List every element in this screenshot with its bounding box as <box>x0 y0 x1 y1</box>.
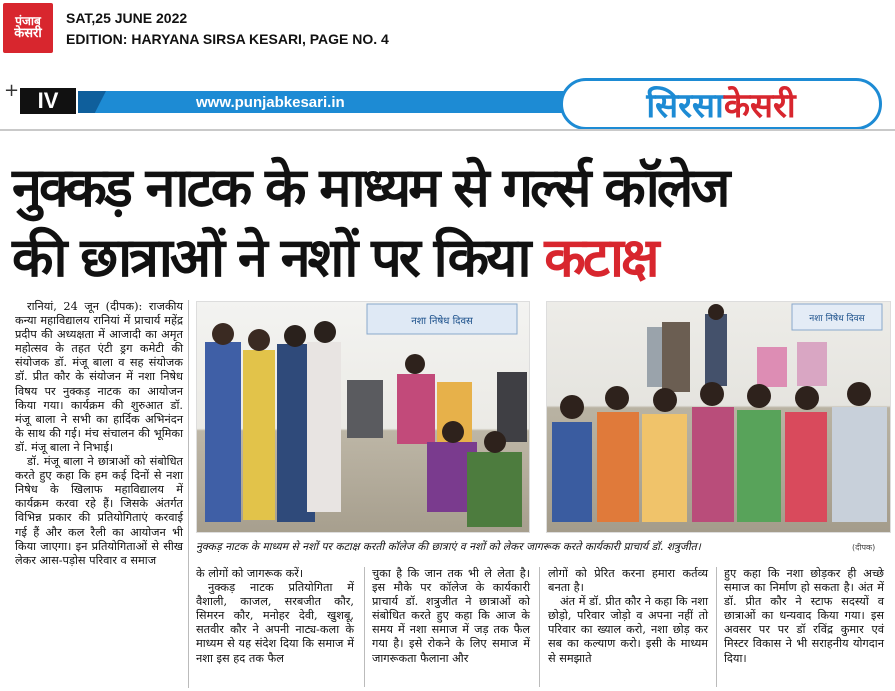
header-divider <box>0 129 895 131</box>
masthead-part1: सिरसा <box>646 86 724 126</box>
edition-meta <box>66 8 389 50</box>
column-divider <box>188 300 189 688</box>
article-column-2 <box>196 567 354 666</box>
photo-principal-addressing <box>546 301 891 533</box>
logo-text-line2: केसरी <box>14 26 42 42</box>
col1-paragraph-1: रानियां, 24 जून (दीपक): राजकीय कन्या महाविद्यालय रानियां में प्राचार्य महेंद्र प्रदीप की अध्यक्षता में आजादी का अमृत महोत्सव के तहत एंटी ड्रग कमेटी की संयोजक डॉ. मंजू बाला व सह संयोजक डॉ. प्रीत कौर के संयोजन में नशा निषेध विषय पर नुक्कड़ नाटक का आयोजन किया गया। कार्यक्रम की शुरुआत डॉ. मंजू बाला ने सभी का हार्दिक अभिनंदन के साथ की गई। मंच संचालन की भूमिका डॉ. मंजू बाला ने निभाई। <box>15 300 183 454</box>
col3-paragraph-1: चुका है कि जान तक भी ले लेता है। इस मौके पर कॉलेज के कार्यकारी प्राचार्य डॉ. शत्रुजीत ने छात्राओं को संबोधित करते हुए कहा कि आज के समय में नशा समाज में जड़ तक फैल गया है। इसे रोकने के लिए समाज में जागरूकता फैलाना और <box>372 567 530 665</box>
article-column-3 <box>372 567 530 666</box>
masthead-part2: केसरी <box>723 86 796 126</box>
column-divider <box>364 567 365 687</box>
street-play-illustration <box>197 302 530 533</box>
right-banner-text: नशा निषेध दिवस <box>809 314 865 324</box>
col1-paragraph-2: डॉ. मंजू बाला ने छात्राओं को संबोधित करते हुए कहा कि हम कई दिनों से नशा निषेध के खिलाफ महाविद्यालय में कार्यक्रम करवा रहे हैं। जिसके अंतर्गत विभिन्न प्रकार की प्रतियोगिताएं करवाई गई हैं और कल रैली का आयोजन भी किया जाएगा। इन प्रतियोगिताओं से सीख लेकर आस-पड़ोस परिवार व समाज <box>15 455 183 567</box>
left-banner-text: नशा निषेध दिवस <box>411 316 473 327</box>
photo-caption: नुक्कड़ नाटक के माध्यम से नशों पर कटाक्ष करती कॉलेज की छात्राएं व नशों को लेकर जागरूक करते कार्यकारी प्राचार्य डॉ. शत्रुजीत। <box>196 540 701 553</box>
photo-street-play <box>196 301 530 533</box>
edition-info: EDITION: HARYANA SIRSA KESARI, PAGE NO. 4 <box>66 31 389 47</box>
col4-paragraph-1: लोगों को प्रेरित करना हमारा कर्तव्य बनता है। <box>548 567 708 595</box>
column-divider <box>716 567 717 687</box>
masthead-sirsa-kesari <box>560 78 882 130</box>
photo-credit: (दीपक) <box>852 543 876 552</box>
article-column-4 <box>548 567 708 666</box>
headline-line2-text: की छात्राओं ने नशों पर किया <box>12 226 545 289</box>
logo-text-line1: पंजाब <box>15 13 41 28</box>
col5-paragraph-1: हुए कहा कि नशा छोड़कर ही अच्छे समाज का निर्माण हो सकता है। अंत में डॉ. प्रीत कौर ने स्टाफ सदस्यों व छात्राओं का धन्यवाद किया गया। इस अवसर पर पर डॉ रविंद्र कुमार एवं मिस्टर विकास ने भी सराहनीय योगदान दिया। <box>724 567 884 665</box>
col2-paragraph-1: के लोगों को जागरूक करें। <box>196 567 304 580</box>
headline-line2 <box>12 218 657 292</box>
col4-paragraph-2: अंत में डॉ. प्रीत कौर ने कहा कि नशा छोड़ो, परिवार जोड़ो व अपना नहीं तो परिवार का ख्याल करो, नशा छोड़ कर सब का कल्याण करो। इसी के माध्यम से समझाते <box>548 595 708 665</box>
headline-highlight: कटाक्ष <box>544 226 657 289</box>
crop-mark-icon: + <box>4 80 20 101</box>
article-column-1 <box>15 300 183 568</box>
classroom-illustration <box>547 302 891 533</box>
headline-line1: नुक्कड़ नाटक के माध्यम से गर्ल्स कॉलेज <box>12 156 728 219</box>
column-divider <box>539 567 540 687</box>
col2-paragraph-2: नुक्कड़ नाटक प्रतियोगिता में वैशाली, काजल, सरबजीत कौर, सिमरन कौर, मनोहर देवी, खुशबू, सतवीर कौर ने अपनी नाट्य-कला के माध्यम से यह संदेश दिया कि समाज में नशा इस हद तक फैल <box>196 581 354 665</box>
edition-date: SAT,25 JUNE 2022 <box>66 10 188 26</box>
page-numeral: IV <box>20 88 76 114</box>
punjab-kesari-logo <box>3 3 53 53</box>
article-column-5 <box>724 567 884 666</box>
website-link[interactable]: www.punjabkesari.in <box>196 94 345 111</box>
